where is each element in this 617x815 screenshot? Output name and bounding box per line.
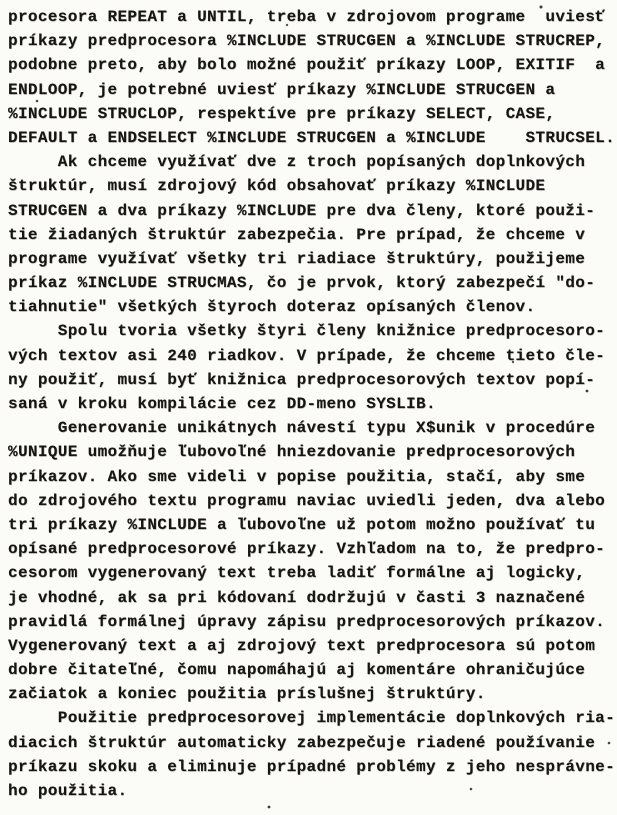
text-line: štruktúr, musí zdrojový kód obsahovať príkazy %INCLUDE bbox=[8, 177, 546, 196]
text-line: ho použitia. bbox=[8, 782, 128, 800]
text-line: tri príkazy %INCLUDE a ľubovoľne už potom možno používať tu bbox=[8, 515, 596, 534]
text-line: ny použiť, musí byť knižnica predprocesorových textov popí- bbox=[8, 370, 596, 389]
text-line: pravidlá formálnej úpravy zápisu predprocesorových príkazov. bbox=[8, 612, 606, 631]
text-line: cesorom vygenerovaný text treba ladiť formálne aj logicky, bbox=[8, 564, 586, 583]
text-line: je vhodné, ak sa pri kódovaní dodržujú v časti 3 naznačené bbox=[8, 588, 586, 607]
text-line: tiahnutie" všetkých štyroch doteraz opísaných členov. bbox=[8, 298, 536, 317]
text-line: procesora REPEAT a UNTIL, treba v zdrojovom programe uviesť bbox=[8, 8, 606, 26]
text-line: začiatok a koniec použitia príslušnej štruktúry. bbox=[8, 685, 486, 704]
text-line: vých textov asi 240 riadkov. V prípade, že chceme tieto čle- bbox=[8, 346, 606, 365]
text-line: Použitie predprocesorovej implementácie doplnkových ria- bbox=[8, 709, 616, 728]
text-line: DEFAULT a ENDSELECT %INCLUDE STRUCGEN a %INCLUDE STRUCSEL. bbox=[8, 128, 616, 147]
text-line: Spolu tvoria všetky štyri členy knižnice predprocesoro- bbox=[8, 322, 606, 341]
text-line: tie žiadaných štruktúr zabezpečia. Pre prípad, že chceme v bbox=[8, 225, 586, 244]
text-line: ENDLOOP, je potrebné uviesť príkazy %INCLUDE STRUCGEN a bbox=[8, 80, 556, 99]
text-line: príkazov. Ako sme videli v popise použitia, stačí, aby sme bbox=[8, 467, 586, 486]
text-line: Vygenerovaný text a aj zdrojový text predprocesora sú potom bbox=[8, 636, 596, 655]
text-line: opísané predprocesorové príkazy. Vzhľadom na to, že predpro- bbox=[8, 540, 606, 559]
text-line: príkazy predprocesora %INCLUDE STRUCGEN a %INCLUDE STRUCREP, bbox=[8, 32, 606, 51]
text-line: dobre čitateľné, čomu napomáhajú aj komentáre ohraničujúce bbox=[8, 661, 586, 680]
text-line: STRUCGEN a dva príkazy %INCLUDE pre dva členy, ktoré použi- bbox=[8, 201, 596, 220]
text-line: do zdrojového textu programu naviac uviedli jeden, dva alebo bbox=[8, 491, 606, 510]
scan-speck-artifacts bbox=[0, 0, 2, 2]
text-line: príkaz %INCLUDE STRUCMAS, čo je prvok, ktorý zabezpečí "do- bbox=[8, 274, 596, 293]
text-line: %INCLUDE STRUCLOP, respektíve pre príkazy SELECT, CASE, bbox=[8, 104, 556, 123]
text-line: programe využívať všetky tri riadiace štruktúry, použijeme bbox=[8, 249, 586, 268]
text-line: podobne preto, aby bolo možné použiť príkazy LOOP, EXITIF a bbox=[8, 56, 606, 75]
text-line: príkazu skoku a eliminuje prípadné problémy z jeho nesprávne- bbox=[8, 757, 616, 776]
text-line: saná v kroku kompilácie cez DD-meno SYSLIB. bbox=[8, 395, 436, 413]
text-line: Ak chceme využívať dve z troch popísaných doplnkových bbox=[8, 153, 586, 172]
text-line: Generovanie unikátnych návestí typu X$unik v procedúre bbox=[8, 419, 596, 438]
text-line: %UNIQUE umožňuje ľubovoľné hniezdovanie predprocesorových bbox=[8, 443, 576, 462]
text-line: diacich štruktúr automaticky zabezpečuje riadené používanie bbox=[8, 733, 596, 752]
